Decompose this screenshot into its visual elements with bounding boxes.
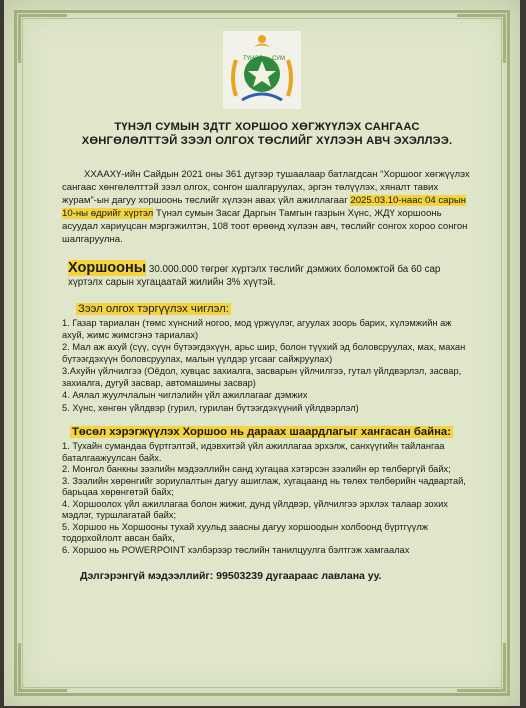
- fund-heading-word: Хоршооны: [68, 260, 147, 276]
- page-title: [62, 120, 472, 148]
- priority-areas-heading: Зээл олгох тэргүүлэх чиглэл:: [78, 303, 229, 315]
- priority-areas-list: [62, 318, 472, 414]
- intro-paragraph: [62, 168, 472, 246]
- title-line-2: ХӨНГӨЛӨЛТТЭЙ ЗЭЭЛ ОЛГОХ ТӨСЛИЙГ ХҮЛЭЭН АВЧ ЭХЭЛЛЭЭ.: [81, 135, 453, 147]
- list-item: 3. Зээлийн хөрөнгийг зориулалтын дагуу ашиглаж, хугацаанд нь төлөх төлбөрийн чадвартай, барьцаа хөрөнгөтэй байх;: [62, 475, 466, 497]
- intro-text-after: Түнэл сумын Засаг Даргын Тамгын газрын Хүнс, ЖДҮ хоршоонь асуудал хариуцсан мэргэжилтэн, 108 тоот өрөөнд хүлээн авч, төслийг сонгох хороо сонгон шалгаруулна.: [62, 208, 468, 245]
- corner-ornament: [18, 14, 67, 63]
- list-item: 1. Газар тариалан (төмс хүнсний ногоо, мод үржүүлэг, агуулах зоорь барих, хүлэмжийн аж ахуй, жимс жимсгэнэ тариалах): [62, 318, 452, 340]
- emblem-text-right: СУМ: [272, 56, 285, 62]
- title-line-1: ТҮНЭЛ СУМЫН ЗДТГ ХОРШОО ХӨГЖҮҮЛЭХ САНГААС: [114, 121, 420, 133]
- notice-content: [62, 120, 472, 582]
- notice-poster: [4, 0, 520, 706]
- list-item: 5. Хоршоо нь Хоршооны тухай хуульд заасны дагуу хоршоодын холбоонд бүртгүүлж тодорхойлолт авсан байх,: [62, 521, 428, 543]
- corner-ornament: [457, 643, 506, 692]
- intro-text-before: ХХААХҮ-ийн Сайдын 2021 оны 361 дүгээр тушаалаар батлагдсан “Хоршоог хөгжүүлэх сангаас хөнгөлөлттэй зээл олгох, сонгон шалгаруулах, эргэн төлүүлэх, хяналт тавих журам”-ын дагуу хоршоонь төслийг хүлээн авах үйл ажиллагааг: [62, 169, 470, 206]
- list-item: 4. Аялал жуулчлалын чиглэлийн үйл ажиллагааг дэмжих: [62, 390, 308, 400]
- intro-highlighted-dates: 2025.03.10-наас 04 сарын 10-ны өдрийг хүртэл: [62, 195, 467, 219]
- soum-emblem-logo: [222, 30, 302, 110]
- list-item: 1. Тухайн сумандаа бүртгэлтэй, идэвхитэй үйл ажиллагаа эрхэлж, санхүүгийн тайлангаа баталгаажуулсан байх.: [62, 441, 445, 463]
- requirements-heading: Төсөл хэрэгжүүлэх Хоршоо нь дараах шаардлагыг хангасан байна:: [72, 426, 451, 438]
- list-item: 3.Ахуйн үйлчилгээ (Оёдол, хувцас захиалга, засварын үйлчилгээ, гутал үйлдвэрлэл, засвар, захиалга, дугуй засвар, автомашины засвар): [62, 366, 462, 388]
- fund-terms: 30.000.000 төгрөг хүртэлх төслийг дэмжих боломжтой ба 60 сар хүртэлх сарын хугацаатай жилийн 3% хүүтэй.: [68, 264, 441, 288]
- contact-line: Дэлгэрэнгүй мэдээллийг: 99503239 дугаараас лавлана уу.: [80, 570, 382, 582]
- emblem-text-left: ТҮНЭЛ: [243, 56, 263, 62]
- list-item: 4. Хоршоолох үйл ажиллагаа болон жижиг, дунд үйлдвэр, үйлчилгээ эрхлэх талаар зохих мэдлэг, туршлагатай байх;: [62, 498, 448, 520]
- list-item: 6. Хоршоо нь POWERPOINT хэлбэрээр төслийн танилцуулга бэлтгэж хамгаалах: [62, 544, 410, 555]
- requirements-list: [62, 441, 472, 556]
- list-item: 5. Хүнс, хөнгөн үйлдвэр (гурил, гурилан бүтээгдэхүүний үйлдвэрлэл): [62, 402, 359, 413]
- list-item: 2. Монгол банкны зээлийн мэдээллийн санд хугацаа хэтэрсэн зээлийн өр төлбөргүй байх;: [62, 464, 451, 474]
- fund-paragraph: [68, 262, 472, 289]
- corner-ornament: [18, 643, 67, 692]
- list-item: 2. Мал аж ахуй (сүү, сүүн бүтээгдэхүүн, арьс шир, болон түүхий эд боловсруулах, мах, махан бүтээгдэхүүн боловсруулах, малын үүлдэр угсааг сайжруулах): [62, 342, 466, 364]
- corner-ornament: [457, 14, 506, 63]
